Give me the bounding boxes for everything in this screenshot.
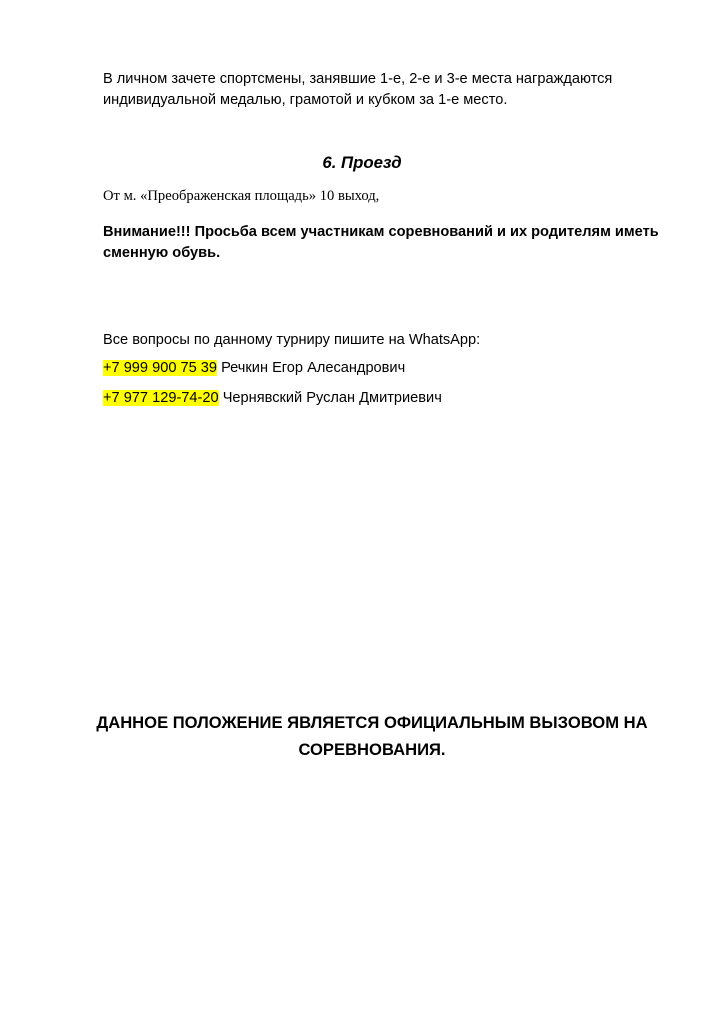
contact-name: Чернявский Руслан Дмитриевич xyxy=(218,390,442,406)
directions-text: От м. «Преображенская площадь» 10 выход, xyxy=(103,188,380,204)
section-heading: 6. Проезд xyxy=(322,153,402,172)
contact-name: Речкин Егор Алесандрович xyxy=(217,360,406,376)
contact-line xyxy=(103,388,442,409)
phone-number: +7 999 900 75 39 xyxy=(103,360,218,376)
questions-text: Все вопросы по данному турниру пишите на WhatsApp: xyxy=(103,332,481,348)
official-notice: ДАННОЕ ПОЛОЖЕНИЕ ЯВЛЯЕТСЯ ОФИЦИАЛЬНЫМ ВЫЗОВОМ НА СОРЕВНОВАНИЯ. xyxy=(96,713,648,759)
contact-line xyxy=(103,358,405,379)
notice-paragraph: Внимание!!! Просьба всем участникам соревнований и их родителям иметь сменную обувь. xyxy=(103,224,659,261)
phone-number: +7 977 129-74-20 xyxy=(103,390,219,406)
awards-paragraph: В личном зачете спортсмены, занявшие 1-е, 2-е и 3-е места награждаются индивидуальной медалью, грамотой и кубком за 1-е место. xyxy=(103,71,613,108)
